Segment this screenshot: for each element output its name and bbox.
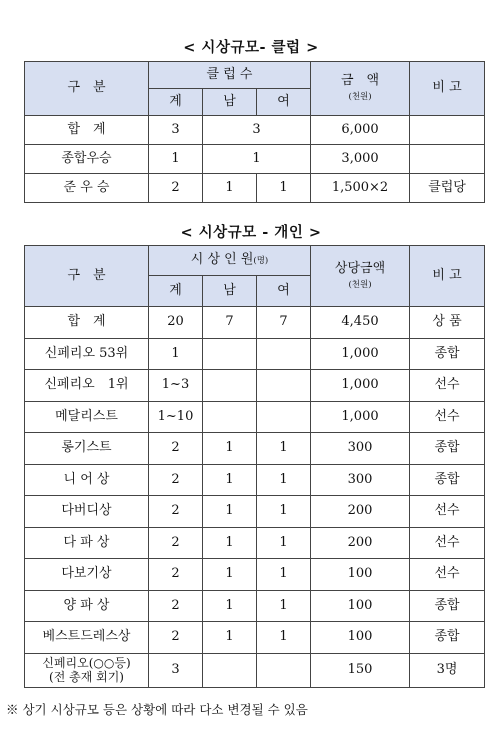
header-female: 여 (257, 276, 311, 307)
row-total: 20 (149, 307, 203, 339)
club-award-table (24, 61, 485, 203)
row-total: 1 (149, 145, 203, 174)
row-female: 1 (257, 174, 311, 203)
row-amount: 300 (311, 464, 410, 496)
row-female: 7 (257, 307, 311, 339)
row-note: 선수 (410, 527, 485, 559)
row-note (410, 116, 485, 145)
row-female: 1 (257, 559, 311, 591)
row-name-line1: 신페리오(○○등) (42, 655, 131, 670)
row-note: 종합 (410, 464, 485, 496)
row-total: 2 (149, 174, 203, 203)
row-name: 종합우승 (25, 145, 149, 174)
footnote: ※ 상기 시상규모 등은 상황에 따라 다소 변경될 수 있음 (6, 702, 308, 717)
row-amount: 300 (311, 433, 410, 465)
row-total: 1 (149, 338, 203, 370)
row-female: 1 (257, 464, 311, 496)
row-name: 합 계 (25, 307, 149, 339)
row-name: 메달리스트 (25, 401, 149, 433)
club-table-title: < 시상규모- 클럽 > (183, 40, 319, 56)
header-category: 구 분 (25, 62, 149, 116)
row-note: 3명 (410, 653, 485, 687)
row-note: 종합 (410, 622, 485, 654)
table-row (25, 116, 485, 145)
row-amount: 1,000 (311, 401, 410, 433)
header-total: 계 (149, 276, 203, 307)
table-row (25, 307, 485, 339)
row-male (203, 653, 257, 687)
row-amount: 1,500×2 (311, 174, 410, 203)
table-row (25, 174, 485, 203)
row-female: 1 (257, 433, 311, 465)
row-total: 2 (149, 622, 203, 654)
table-row (25, 433, 485, 465)
row-amount: 200 (311, 496, 410, 528)
header-total: 계 (149, 89, 203, 116)
header-category: 구 분 (25, 246, 149, 307)
row-male: 1 (203, 527, 257, 559)
table-row (25, 622, 485, 654)
row-male: 1 (203, 622, 257, 654)
row-female: 1 (257, 590, 311, 622)
table-row (25, 464, 485, 496)
row-name: 합 계 (25, 116, 149, 145)
header-club-count: 클 럽 수 (149, 62, 311, 89)
row-name: 신페리오 53위 (25, 338, 149, 370)
table-row (25, 527, 485, 559)
row-total: 2 (149, 496, 203, 528)
row-female: 1 (257, 622, 311, 654)
row-male: 1 (203, 496, 257, 528)
header-award-count (149, 246, 311, 276)
row-female (257, 653, 311, 687)
header-amount (311, 246, 410, 307)
row-amount: 4,450 (311, 307, 410, 339)
row-name: 니 어 상 (25, 464, 149, 496)
table-row (25, 653, 485, 687)
row-amount: 150 (311, 653, 410, 687)
header-amount-unit: (천원) (348, 279, 372, 290)
row-amount: 100 (311, 590, 410, 622)
row-amount: 1,000 (311, 370, 410, 402)
row-note: 선수 (410, 496, 485, 528)
row-amount: 3,000 (311, 145, 410, 174)
row-total: 3 (149, 653, 203, 687)
table-row (25, 370, 485, 402)
row-name: 다보기상 (25, 559, 149, 591)
row-note: 선수 (410, 559, 485, 591)
row-amount: 100 (311, 559, 410, 591)
row-female: 1 (257, 496, 311, 528)
header-note: 비 고 (410, 62, 485, 116)
row-name (25, 653, 149, 687)
row-note: 종합 (410, 590, 485, 622)
row-male: 1 (203, 559, 257, 591)
row-note: 종합 (410, 338, 485, 370)
row-amount: 100 (311, 622, 410, 654)
table-row (25, 590, 485, 622)
row-male: 7 (203, 307, 257, 339)
individual-table-title: < 시상규모 - 개인 > (180, 225, 322, 241)
row-name: 롱기스트 (25, 433, 149, 465)
header-male: 남 (203, 89, 257, 116)
row-total: 1~3 (149, 370, 203, 402)
row-total: 2 (149, 433, 203, 465)
row-name-line2: (전 총재 회기) (49, 670, 124, 684)
row-name: 다버디상 (25, 496, 149, 528)
row-female (257, 338, 311, 370)
row-name: 베스트드레스상 (25, 622, 149, 654)
row-total: 3 (149, 116, 203, 145)
row-name: 다 파 상 (25, 527, 149, 559)
row-total: 1~10 (149, 401, 203, 433)
header-award-count-label: 시 상 인 원 (190, 252, 254, 268)
row-male-female: 3 (203, 116, 311, 145)
individual-award-table (24, 245, 485, 688)
row-name: 준 우 승 (25, 174, 149, 203)
row-male (203, 401, 257, 433)
row-amount: 6,000 (311, 116, 410, 145)
row-amount: 200 (311, 527, 410, 559)
row-male: 1 (203, 590, 257, 622)
row-male (203, 370, 257, 402)
table-row (25, 496, 485, 528)
row-note: 선수 (410, 370, 485, 402)
header-note: 비 고 (410, 246, 485, 307)
header-female: 여 (257, 89, 311, 116)
table-row (25, 338, 485, 370)
row-name: 신페리오 1위 (25, 370, 149, 402)
row-male-female: 1 (203, 145, 311, 174)
row-male: 1 (203, 174, 257, 203)
row-amount: 1,000 (311, 338, 410, 370)
row-female (257, 401, 311, 433)
table-row (25, 559, 485, 591)
row-note: 상 품 (410, 307, 485, 339)
row-total: 2 (149, 559, 203, 591)
table-row (25, 145, 485, 174)
row-male: 1 (203, 433, 257, 465)
row-name: 양 파 상 (25, 590, 149, 622)
header-male: 남 (203, 276, 257, 307)
row-note (410, 145, 485, 174)
row-note: 종합 (410, 433, 485, 465)
row-total: 2 (149, 590, 203, 622)
row-note: 클럽당 (410, 174, 485, 203)
row-note: 선수 (410, 401, 485, 433)
table-row (25, 401, 485, 433)
header-amount (311, 62, 410, 116)
header-award-count-unit: (명) (253, 256, 269, 267)
header-amount-unit: (천원) (348, 92, 372, 103)
row-male (203, 338, 257, 370)
row-female (257, 370, 311, 402)
row-female: 1 (257, 527, 311, 559)
row-total: 2 (149, 464, 203, 496)
header-amount-label: 금 액 (340, 73, 380, 89)
row-male: 1 (203, 464, 257, 496)
header-amount-label: 상당금액 (334, 260, 386, 276)
row-total: 2 (149, 527, 203, 559)
